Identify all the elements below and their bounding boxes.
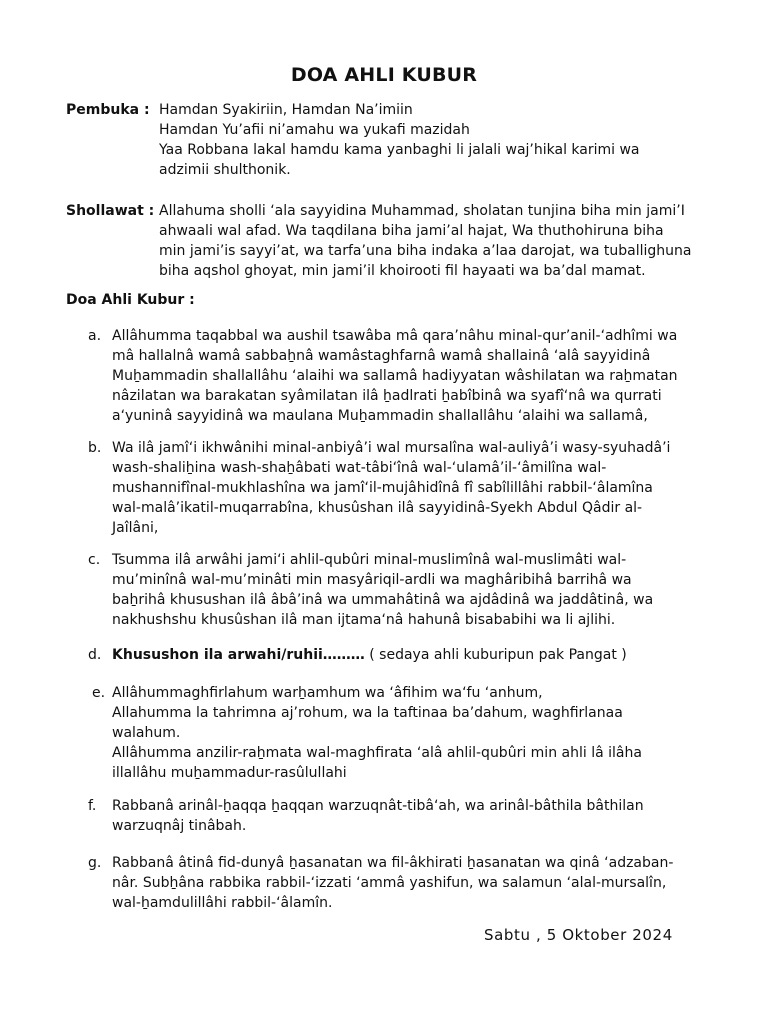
list-item-text [112, 683, 712, 783]
document-date: Sabtu , 5 Oktober 2024 [484, 926, 673, 944]
text-line: nâzilatan wa barakatan syâmilatan ilâ ẖadlrati ẖabîbinâ wa syafî‘nâ wa qurrati [112, 388, 662, 404]
text-line: wal-malâ’ikatil-muqarrabîna, khusûshan ilâ sayyidinâ-Syekh Abdul Qâdir al- [112, 500, 643, 516]
text-line: wash-shaliẖina wash-shaẖâbati wat-tâbi‘înâ wal-‘ulamâ’il-‘âmilîna wal- [112, 460, 607, 476]
shollawat-line: Allahuma sholli ‘ala sayyidina Muhammad, sholatan tunjina biha min jami’I [159, 203, 685, 219]
list-item-text [112, 550, 712, 630]
text-line: mâ hallalnâ wamâ sabbaẖnâ wamâstaghfarnâ wamâ shallainâ ‘alâ sayyidinâ [112, 348, 651, 364]
list-marker: g. [88, 855, 102, 871]
shollawat-line: biha aqshol ghoyat, min jami’il khoirooti fil hayaati wa ba’dal mamat. [159, 263, 646, 279]
list-marker: b. [88, 440, 102, 456]
list-marker: a. [88, 328, 102, 344]
pembuka-line: adzimii shulthonik. [159, 162, 291, 178]
document-title: DOA AHLI KUBUR [290, 64, 478, 86]
text-line: a‘yuninâ sayyidinâ wa maulana Muẖammadin shallallâhu ‘alaihi wa sallamâ, [112, 408, 648, 424]
bold-text: Khusushon ila arwahi/ruhii……… [112, 647, 365, 663]
list-item-text [112, 326, 712, 426]
text-line: Jaîlâni, [112, 520, 159, 536]
text-line: Rabbanâ arinâl-ẖaqqa ẖaqqan warzuqnât-tibâ‘ah, wa arinâl-bâthila bâthilan [112, 798, 644, 814]
list-marker: e. [92, 685, 106, 701]
text-line: warzuqnâj tinâbah. [112, 818, 247, 834]
list-item-text [112, 438, 712, 538]
pembuka-label: Pembuka : [66, 102, 150, 118]
list-item-text [112, 853, 712, 913]
shollawat-line: min jami’is sayyi’at, wa tarfa’una biha indaka a’laa darojat, wa tuballighuna [159, 243, 692, 259]
list-item-text [112, 645, 712, 665]
shollawat-line: ahwaali wal afad. Wa taqdilana biha jami’al hajat, Wa thuthohiruna biha [159, 223, 664, 239]
text-line: Allâhummaghfirlahum warẖamhum wa ‘âfihim wa‘fu ‘anhum, [112, 685, 543, 701]
shollawat-label: Shollawat : [66, 203, 155, 219]
list-marker: c. [88, 552, 101, 568]
text-line: mushannifînal-mukhlashîna wa jamî‘il-mujâhidînâ fî sabîlillâhi rabbil-‘âlamîna [112, 480, 653, 496]
list-item-text [112, 796, 712, 836]
pembuka-line: Hamdan Syakiriin, Hamdan Na’imiin [159, 102, 413, 118]
text-line: illallâhu muẖammadur-rasûlullahi [112, 765, 347, 781]
text-line: Allâhumma anzilir-raẖmata wal-maghfirata ‘alâ ahlil-qubûri min ahli lâ ilâha [112, 745, 642, 761]
doa-heading: Doa Ahli Kubur : [66, 292, 195, 308]
text-line: Wa ilâ jamî‘i ikhwânihi minal-anbiyâ’i wal mursalîna wal-auliyâ’i wasy-syuhadâ’i [112, 440, 671, 456]
plain-text: ( sedaya ahli kuburipun pak Pangat ) [364, 647, 627, 663]
text-line: nâr. Subẖâna rabbika rabbil-‘izzati ‘ammâ yashifun, wa salamun ‘alal-mursalîn, [112, 875, 667, 891]
text-line: walahum. [112, 725, 181, 741]
text-line: Tsumma ilâ arwâhi jami‘i ahlil-qubûri minal-muslimînâ wal-muslimâti wal- [112, 552, 627, 568]
text-line: Allahumma la tahrimna aj’rohum, wa la taftinaa ba’dahum, waghfirlanaa [112, 705, 623, 721]
text-line: Rabbanâ âtinâ fid-dunyâ ẖasanatan wa fil-âkhirati ẖasanatan wa qinâ ‘adzaban- [112, 855, 674, 871]
text-line: Allâhumma taqabbal wa aushil tsawâba mâ qara’nâhu minal-qur’anil-‘adhîmi wa [112, 328, 678, 344]
text-line: wal-ẖamdulillâhi rabbil-‘âlamîn. [112, 895, 333, 911]
text-line: Muẖammadin shallallâhu ‘alaihi wa sallamâ hadiyyatan wâshilatan wa raẖmatan [112, 368, 678, 384]
list-marker: f. [88, 798, 97, 814]
pembuka-text [159, 100, 709, 180]
pembuka-line: Yaa Robbana lakal hamdu kama yanbaghi li jalali waj’hikal karimi wa [159, 142, 640, 158]
text-line: mu’minînâ wal-mu’minâti min masyâriqil-ardli wa maghâribihâ barrihâ wa [112, 572, 632, 588]
text-line: nakhushshu khusûshan ilâ man ijtama‘nâ hahunâ bisababihi wa li ajlihi. [112, 612, 616, 628]
text-line: baẖrihâ khusushan ilâ âbâ’inâ wa ummahâtinâ wa ajdâdinâ wa jaddâtinâ, wa [112, 592, 654, 608]
list-marker: d. [88, 647, 102, 663]
pembuka-line: Hamdan Yu’afii ni’amahu wa yukafi mazidah [159, 122, 470, 138]
shollawat-text [159, 201, 709, 281]
